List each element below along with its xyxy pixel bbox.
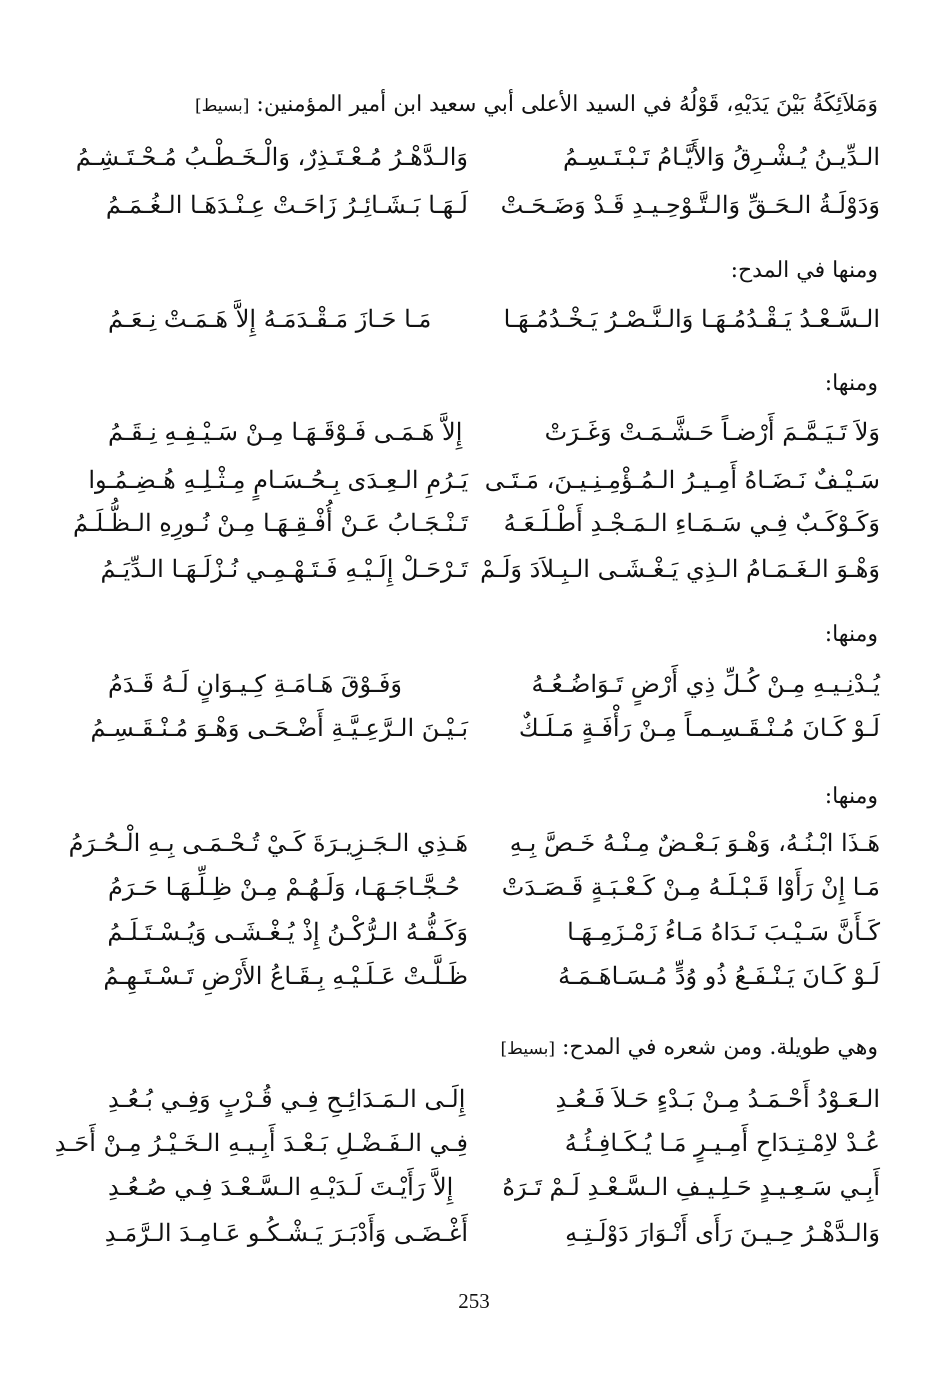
verse-6-second-hemistich: تَـنْـجَـابُ عَـنْ أُفْـقِـهَـا مِـنْ نُـورِهِ الـظُّـلَـمُ bbox=[72, 509, 468, 537]
verse-5-second-hemistich: يَـرُمِ الـعِـدَى بِـحُـسَـامٍ مِـثْـلِـهِ هُـضِـمُـوا bbox=[88, 466, 468, 494]
verse-17-first-hemistich: وَالـدَّهْـرُ حِـيـنَ رَأَى أَنْـوَارَ دَوْلَـتِـهِ bbox=[565, 1219, 880, 1247]
verse-10-first-hemistich: هَـذَا ابْـنُـهُ، وَهْـوَ بَـعْـضٌ مِـنْـهُ خَـصَّ بِـهِ bbox=[509, 829, 880, 857]
section-heading: ومنها في المدح: bbox=[730, 258, 878, 283]
verse-3-second-hemistich: مَـا حَـازَ مَـقْـدَمَـهُ إِلاَّ هَـمَـتْ نِـعَـمُ bbox=[108, 305, 432, 333]
verse-8-second-hemistich: وَفَـوْقَ هَـامَـةِ كِـيـوَانٍ لَـهُ قَـدَمُ bbox=[108, 670, 402, 698]
verse-5-first-hemistich: سَـيْـفٌ نَـضَـاهُ أَمِـيـرُ الـمُـؤْمِـنِـيـنَ، مَـتَـى bbox=[484, 466, 880, 494]
meter-label: [بسيط] bbox=[500, 1039, 555, 1059]
verse-11-first-hemistich: مَـا إِنْ رَأَوْا قَـبْـلَـهُ مِـنْ كَـعْـبَـةٍ قَـصَـدَتْ bbox=[501, 873, 880, 901]
verse-1-second-hemistich: وَالـدَّهْـرُ مُـعْـتَـذِرٌ، وَالْـخَـطْـبُ مُـحْـتَـشِـمُ bbox=[75, 143, 468, 171]
verse-9-second-hemistich: بَـيْـنَ الـرَّعِـيَّـةِ أَضْـحَـى وَهْـوَ مُـنْـقَـسِـمُ bbox=[90, 714, 468, 742]
meter-label: [بسيط] bbox=[194, 96, 250, 116]
verse-16-second-hemistich: إِلاَّ رَأَيْـتَ لَـدَيْـهِ الـسَّـعْـدَ فِـي صُـعُـدِ bbox=[108, 1173, 454, 1201]
verse-14-first-hemistich: الـعَـوْدُ أَحْـمَـدُ مِـنْ بَـدْءٍ حَـلاَ فَـعُـدِ bbox=[555, 1085, 880, 1113]
verse-12-second-hemistich: وَكَـفُّـهُ الـرُّكْـنُ إِذْ يُـغْـشَـى وَيُـسْـتَـلَـمُ bbox=[107, 918, 468, 946]
verse-4-first-hemistich: وَلاَ تَـيَـمَّـمَ أَرْضـاً حَـشَّـمَـتْ وَغَـرَتْ bbox=[544, 418, 880, 446]
verse-6-first-hemistich: وَكَـوْكَـبٌ فِـي سَـمَـاءِ الـمَـجْـدِ أَطْـلَـعَـهُ bbox=[503, 509, 880, 537]
verse-3-first-hemistich: الـسَّـعْـدُ يَـقْـدُمُـهَـا وَالـنَّـصْـرُ يَـخْـدُمُـهَـا bbox=[503, 305, 880, 333]
section-heading: ومنها: bbox=[824, 371, 878, 396]
verse-11-second-hemistich: حُـجَّـاجَـهَـا، وَلَـهُـمْ مِـنْ ظِـلِّـهَـا حَـرَمُ bbox=[108, 873, 460, 901]
intro-line bbox=[195, 92, 878, 117]
verse-7-first-hemistich: وَهْـوَ الـغَـمَـامُ الـذِي يَـغْـشَـى الـبِـلاَدَ وَلَـمْ bbox=[480, 555, 880, 583]
verse-13-first-hemistich: لَـوْ كَـانَ يَـنْـفَـعُ ذُو وُدٍّ مُـسَـاهَـمَـهُ bbox=[558, 962, 880, 990]
verse-8-first-hemistich: يُـدْنِـيـهِ مِـنْ كُـلِّ ذِي أَرْضٍ تَـوَاضُـعُـهُ bbox=[531, 670, 880, 698]
verse-7-second-hemistich: تَـرْحَـلْ إِلَـيْـهِ فَـتَـهْـمِـي نُـزْلَـهَـا الـدِّيَـمُ bbox=[100, 555, 468, 583]
section-heading bbox=[501, 1035, 878, 1060]
verse-15-second-hemistich: فِـي الـفَـضْـلِ بَـعْـدَ أَبِـيـهِ الـخَـيْـرُ مِـنْ أَحَـدِ bbox=[54, 1129, 468, 1157]
intro-text: وَمَلاَئِكَةُ بَيْنَ يَدَيْهِ، قَوْلُهُ في السيد الأعلى أبي سعيد ابن أمير المؤمنين: bbox=[256, 92, 878, 117]
verse-12-first-hemistich: كَـأَنَّ سَـيْـبَ نَـدَاهُ مَـاءُ زَمْـزَمِـهَـا bbox=[567, 918, 880, 946]
verse-16-first-hemistich: أَبِـي سَـعِـيـدٍ حَـلِـيـفِ الـسَّـعْـدِ لَـمْ تَـرَهُ bbox=[502, 1173, 880, 1201]
verse-1-first-hemistich: الـدِّيـنُ يُـشْـرِقُ وَالأَيَّـامُ تَـبْـتَـسِـمُ bbox=[563, 143, 880, 171]
verse-14-second-hemistich: إِلَـى الـمَـدَائِـحِ فِـي قُـرْبٍ وَفِـي بُـعُـدِ bbox=[108, 1085, 466, 1113]
section-heading: ومنها: bbox=[824, 784, 878, 809]
verse-17-second-hemistich: أَغْـضَـى وَأَدْبَـرَ يَـشْـكُـو عَـامِـدَ الـرَّمَـدِ bbox=[104, 1219, 468, 1247]
verse-2-second-hemistich: لَـهَـا بَـشَـائِـرُ زَاحَـتْ عِـنْـدَهَـا الـغُـمَـمُ bbox=[105, 191, 468, 219]
verse-15-first-hemistich: عُـدْ لاِمْـتِـدَاحِ أَمِـيـرٍ مَـا يُـكَـافِـئُـهُ bbox=[564, 1129, 880, 1157]
verse-10-second-hemistich: هَـذِي الـجَـزِيـرَةَ كَـيْ تُـحْـمَـى بِـهِ الْـحُـرَمُ bbox=[68, 829, 468, 857]
verse-2-first-hemistich: وَدَوْلَـةُ الـحَـقِّ وَالـتَّـوْحِـيـدِ قَـدْ وَضَـحَـتْ bbox=[500, 191, 880, 219]
page-number: 253 bbox=[458, 1289, 490, 1313]
heading-text: وهي طويلة. ومن شعره في المدح: bbox=[561, 1035, 878, 1060]
section-heading: ومنها: bbox=[824, 622, 878, 647]
verse-4-second-hemistich: إِلاَّ هَـمَـى فَـوْقَـهَـا مِـنْ سَـيْـفِـهِ نِـقَـمُ bbox=[108, 418, 463, 446]
verse-9-first-hemistich: لَـوْ كَـانَ مُـنْـقَـسِـمـاً مِـنْ رَأْفَـةٍ مَـلَـكٌ bbox=[518, 714, 880, 742]
verse-13-second-hemistich: ظَـلَّـتْ عَـلَـيْـهِ بِـقَـاعُ الأَرْضِ تَـسْـتَـهِـمُ bbox=[103, 962, 468, 990]
